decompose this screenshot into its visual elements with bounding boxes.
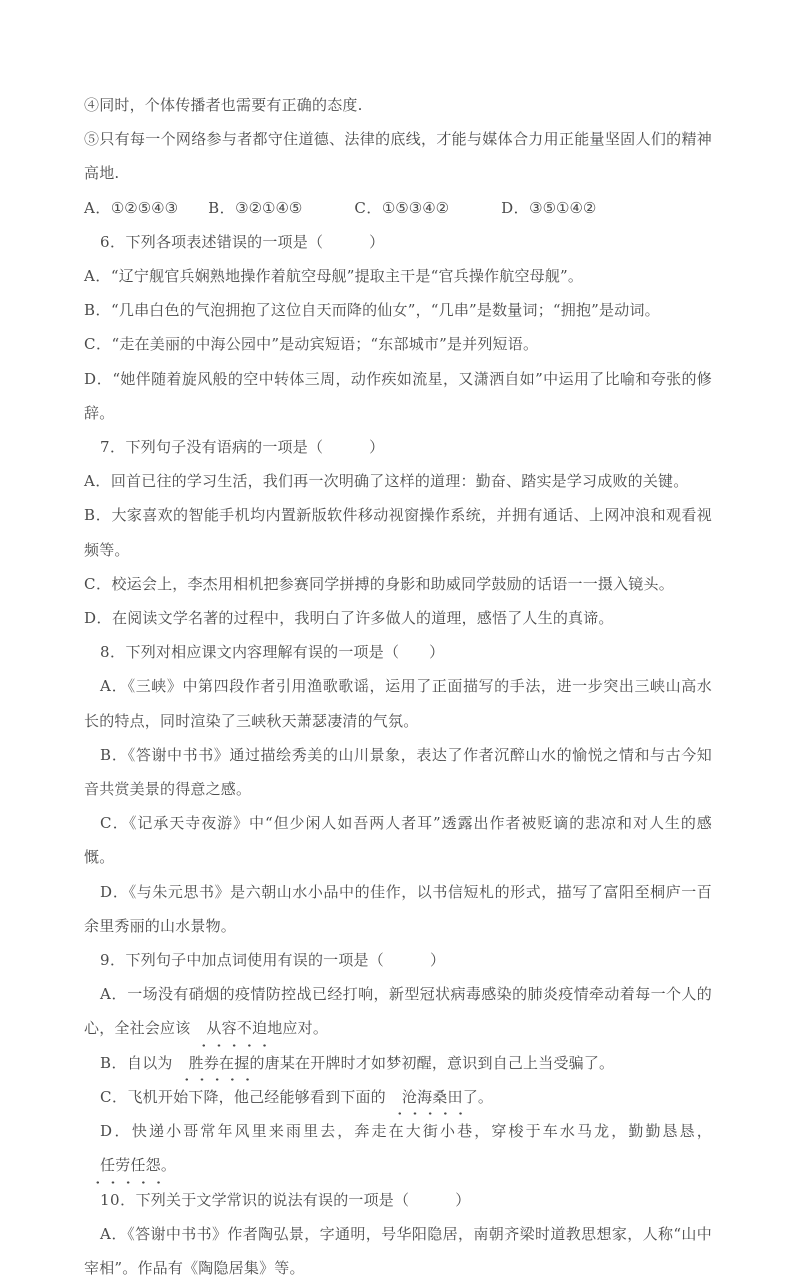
- emphasis-word: 胜券在握: [173, 1046, 250, 1080]
- question-7-stem: [84, 430, 712, 464]
- emphasis-word: 沧海桑田: [386, 1080, 463, 1114]
- question-7-text: 下列句子没有语病的一项是（: [125, 438, 324, 457]
- option-text: “她伴随着旋风般的空中转体三周，动作疾如流星，又潇洒自如”中运用了比喻和夸张的修辞。: [84, 369, 713, 422]
- question-6-paren-close: ）: [369, 232, 385, 251]
- option-label: A．: [100, 985, 128, 1004]
- question-8-number: 8．: [100, 643, 126, 662]
- option-text-before: 飞机开始下降，他己经能够看到下面的: [127, 1087, 386, 1106]
- question-7-option-b[interactable]: [84, 498, 712, 566]
- question-8-option-a[interactable]: [84, 669, 712, 737]
- option-label: A．: [84, 267, 111, 286]
- option-label: A．: [100, 1224, 128, 1243]
- question-6-option-c[interactable]: [84, 327, 712, 361]
- question-8-option-d[interactable]: [84, 875, 712, 943]
- question-7-option-d[interactable]: [84, 601, 712, 635]
- question-7-paren-close: ）: [369, 438, 385, 457]
- sentence-item-5-text: ⑤只有每一个网络参与者都守住道德、法律的底线，才能与媒体合力用正能量坚固人们的精神高地.: [84, 130, 712, 183]
- question-9-option-c[interactable]: [84, 1080, 712, 1114]
- question-8-option-c[interactable]: [84, 806, 712, 874]
- option-label: A．: [84, 472, 111, 491]
- question-10-option-a[interactable]: [84, 1217, 712, 1285]
- q5-options-row: [84, 191, 712, 225]
- option-text: “几串白色的气泡拥抱了这位自天而降的仙女”，“几串”是数量词；“拥抱”是动词。: [111, 301, 660, 320]
- question-10-paren-close: ）: [455, 1190, 471, 1209]
- emphasis-word: 任劳任怨: [84, 1148, 161, 1182]
- q5-option-c-label: C．: [354, 198, 382, 217]
- question-9-text: 下列句子中加点词使用有误的一项是（: [125, 951, 384, 970]
- option-label: B．: [84, 506, 112, 525]
- question-9-option-b[interactable]: [84, 1046, 712, 1080]
- sentence-item-4-text: ④同时，个体传播者也需要有正确的态度.: [84, 96, 363, 114]
- option-text-before: 自以为: [127, 1053, 173, 1072]
- option-label: D．: [84, 609, 113, 628]
- q5-option-a-label: A．: [84, 198, 111, 217]
- option-text: 在阅读文学名著的过程中，我明白了许多做人的道理，感悟了人生的真谛。: [112, 609, 614, 628]
- option-label: D．: [100, 882, 129, 901]
- q5-option-d-label: D．: [501, 198, 530, 217]
- option-label: A．: [100, 677, 128, 696]
- option-text-after: 地应对。: [267, 1019, 329, 1038]
- question-10-text: 下列关于文学常识的说法有误的一项是（: [135, 1190, 410, 1209]
- question-7-number: 7．: [100, 438, 126, 457]
- question-8-paren-close: ）: [429, 643, 445, 662]
- option-label: C．: [84, 574, 112, 593]
- sentence-item-5: [84, 122, 712, 190]
- question-8-text: 下列对相应课文内容理解有误的一项是（: [125, 643, 400, 662]
- question-10-stem: [84, 1183, 712, 1217]
- question-7-option-c[interactable]: [84, 567, 712, 601]
- question-8-option-b[interactable]: [84, 738, 712, 806]
- question-6-stem: [84, 225, 712, 259]
- emphasis-word: 从容不迫: [190, 1011, 267, 1045]
- q5-option-c-value[interactable]: ①⑤③④②: [381, 198, 450, 217]
- option-text: 校运会上，李杰用相机把参赛同学拼搏的身影和助威同学鼓励的话语一一摄入镜头。: [111, 574, 674, 593]
- option-label: B．: [100, 1053, 128, 1072]
- option-text-before: 一场没有硝烟的疫情防控战已经打响，新型冠状病毒感染的肺炎疫情牵动着每一个人的心，全社会应该: [84, 985, 712, 1038]
- q5-option-a-value[interactable]: ①②⑤④③: [110, 198, 179, 217]
- question-7-option-a[interactable]: [84, 464, 712, 498]
- option-text: “辽宁舰官兵娴熟地操作着航空母舰”提取主干是“官兵操作航空母舰”。: [110, 267, 584, 286]
- option-label: C．: [84, 335, 112, 354]
- option-text-before: 快递小哥常年风里来雨里去，奔走在大街小巷，穿梭于车水马龙，勤勤恳恳，: [131, 1122, 712, 1141]
- option-text-after: 。: [160, 1156, 177, 1175]
- question-6-number: 6．: [100, 232, 126, 251]
- q5-option-d-value[interactable]: ③⑤①④②: [529, 198, 597, 217]
- question-9-paren-close: ）: [429, 951, 446, 970]
- option-text-after: 的唐某在开牌时才如梦初醒，意识到自己上当受骗了。: [249, 1053, 615, 1072]
- question-9-option-d[interactable]: [84, 1114, 712, 1182]
- option-label: C．: [100, 1087, 128, 1106]
- option-text: 《记承天寺夜游》中“但少闲人如吾两人者耳”透露出作者被贬谪的悲凉和对人生的感慨。: [84, 814, 712, 867]
- option-text-after: 了。: [462, 1087, 494, 1106]
- question-6-text: 下列各项表述错误的一项是（: [125, 232, 324, 251]
- question-9-option-a[interactable]: [84, 977, 712, 1045]
- document-body: [84, 88, 712, 1285]
- sentence-item-4: [84, 88, 712, 122]
- option-text: 《三峡》中第四段作者引用渔歌歌谣，运用了正面描写的手法，进一步突出三峡山高水长的特点，同时渲染了三峡秋天萧瑟凄清的气氛。: [84, 677, 712, 730]
- option-label: B．: [100, 745, 128, 764]
- q5-option-b-label: B．: [208, 198, 236, 217]
- option-text: “走在美丽的中海公园中”是动宾短语；“东部城市”是并列短语。: [111, 335, 539, 354]
- option-text: 《答谢中书书》作者陶弘景，字通明，号华阳隐居，南朝齐梁时道教思想家，人称“山中宰相”。作品有《陶隐居集》等。: [84, 1224, 712, 1277]
- question-9-number: 9．: [100, 951, 126, 970]
- option-text: 《与朱元思书》是六朝山水小品中的佳作，以书信短札的形式，描写了富阳至桐庐一百余里秀丽的山水景物。: [84, 882, 713, 935]
- question-6-option-b[interactable]: [84, 293, 712, 327]
- option-label: D．: [84, 369, 113, 388]
- question-8-stem: [84, 635, 712, 669]
- option-text: 回首已往的学习生活，我们再一次明确了这样的道理：勤奋、踏实是学习成败的关键。: [110, 472, 689, 491]
- question-9-stem: [84, 943, 712, 977]
- option-label: B．: [84, 301, 112, 320]
- option-label: C．: [100, 814, 129, 833]
- question-6-option-a[interactable]: [84, 259, 712, 293]
- q5-option-b-value[interactable]: ③②①④⑤: [235, 198, 303, 217]
- option-text: 大家喜欢的智能手机均内置新版软件移动视窗操作系统，并拥有通话、上网冲浪和观看视频等。: [84, 506, 712, 559]
- option-label: D．: [100, 1122, 132, 1141]
- question-6-option-d[interactable]: [84, 362, 712, 430]
- question-10-number: 10．: [100, 1190, 136, 1209]
- option-text: 《答谢中书书》通过描绘秀美的山川景象，表达了作者沉醉山水的愉悦之情和与古今知音共赏美景的得意之感。: [84, 745, 712, 799]
